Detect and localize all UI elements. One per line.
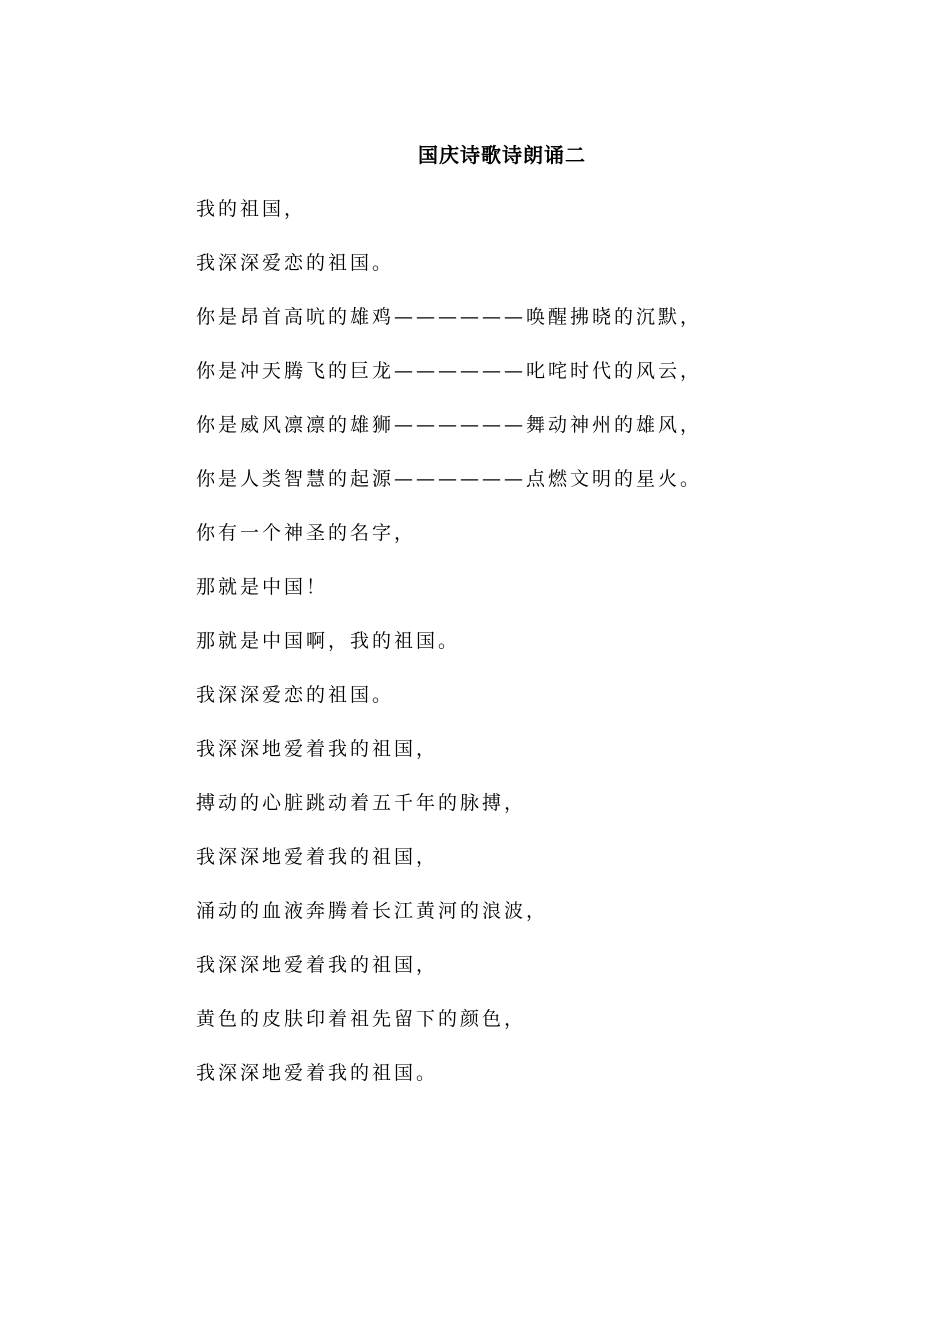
- poem-line: 你是昂首高吭的雄鸡——————唤醒拂晓的沉默，: [196, 306, 703, 328]
- poem-line: 我深深爱恋的祖国。: [196, 252, 395, 274]
- poem-line: 那就是中国啊，我的祖国。: [196, 630, 461, 652]
- poem-line: 我深深地爱着我的祖国。: [196, 1062, 439, 1084]
- poem-line: 我深深地爱着我的祖国，: [196, 738, 439, 760]
- poem-line: 黄色的皮肤印着祖先留下的颜色，: [196, 1008, 527, 1030]
- poem-line: 我深深地爱着我的祖国，: [196, 846, 439, 868]
- poem-line: 你是人类智慧的起源——————点燃文明的星火。: [196, 468, 703, 490]
- poem-line: 我深深爱恋的祖国。: [196, 684, 395, 706]
- poem-line: 你是威风凛凛的雄狮——————舞动神州的雄风，: [196, 414, 703, 436]
- poem-body: [196, 194, 816, 1112]
- poem-line: 涌动的血液奔腾着长江黄河的浪波，: [196, 900, 549, 922]
- poem-line: 你有一个神圣的名字，: [196, 522, 417, 544]
- poem-line: 搏动的心脏跳动着五千年的脉搏，: [196, 792, 527, 814]
- poem-line: 我深深地爱着我的祖国，: [196, 954, 439, 976]
- poem-line: 那就是中国！: [196, 576, 329, 598]
- poem-line: 我的祖国，: [196, 198, 307, 220]
- poem-line: 你是冲天腾飞的巨龙——————叱咤时代的风云，: [196, 360, 703, 382]
- document-title: 国庆诗歌诗朗诵二: [418, 143, 586, 167]
